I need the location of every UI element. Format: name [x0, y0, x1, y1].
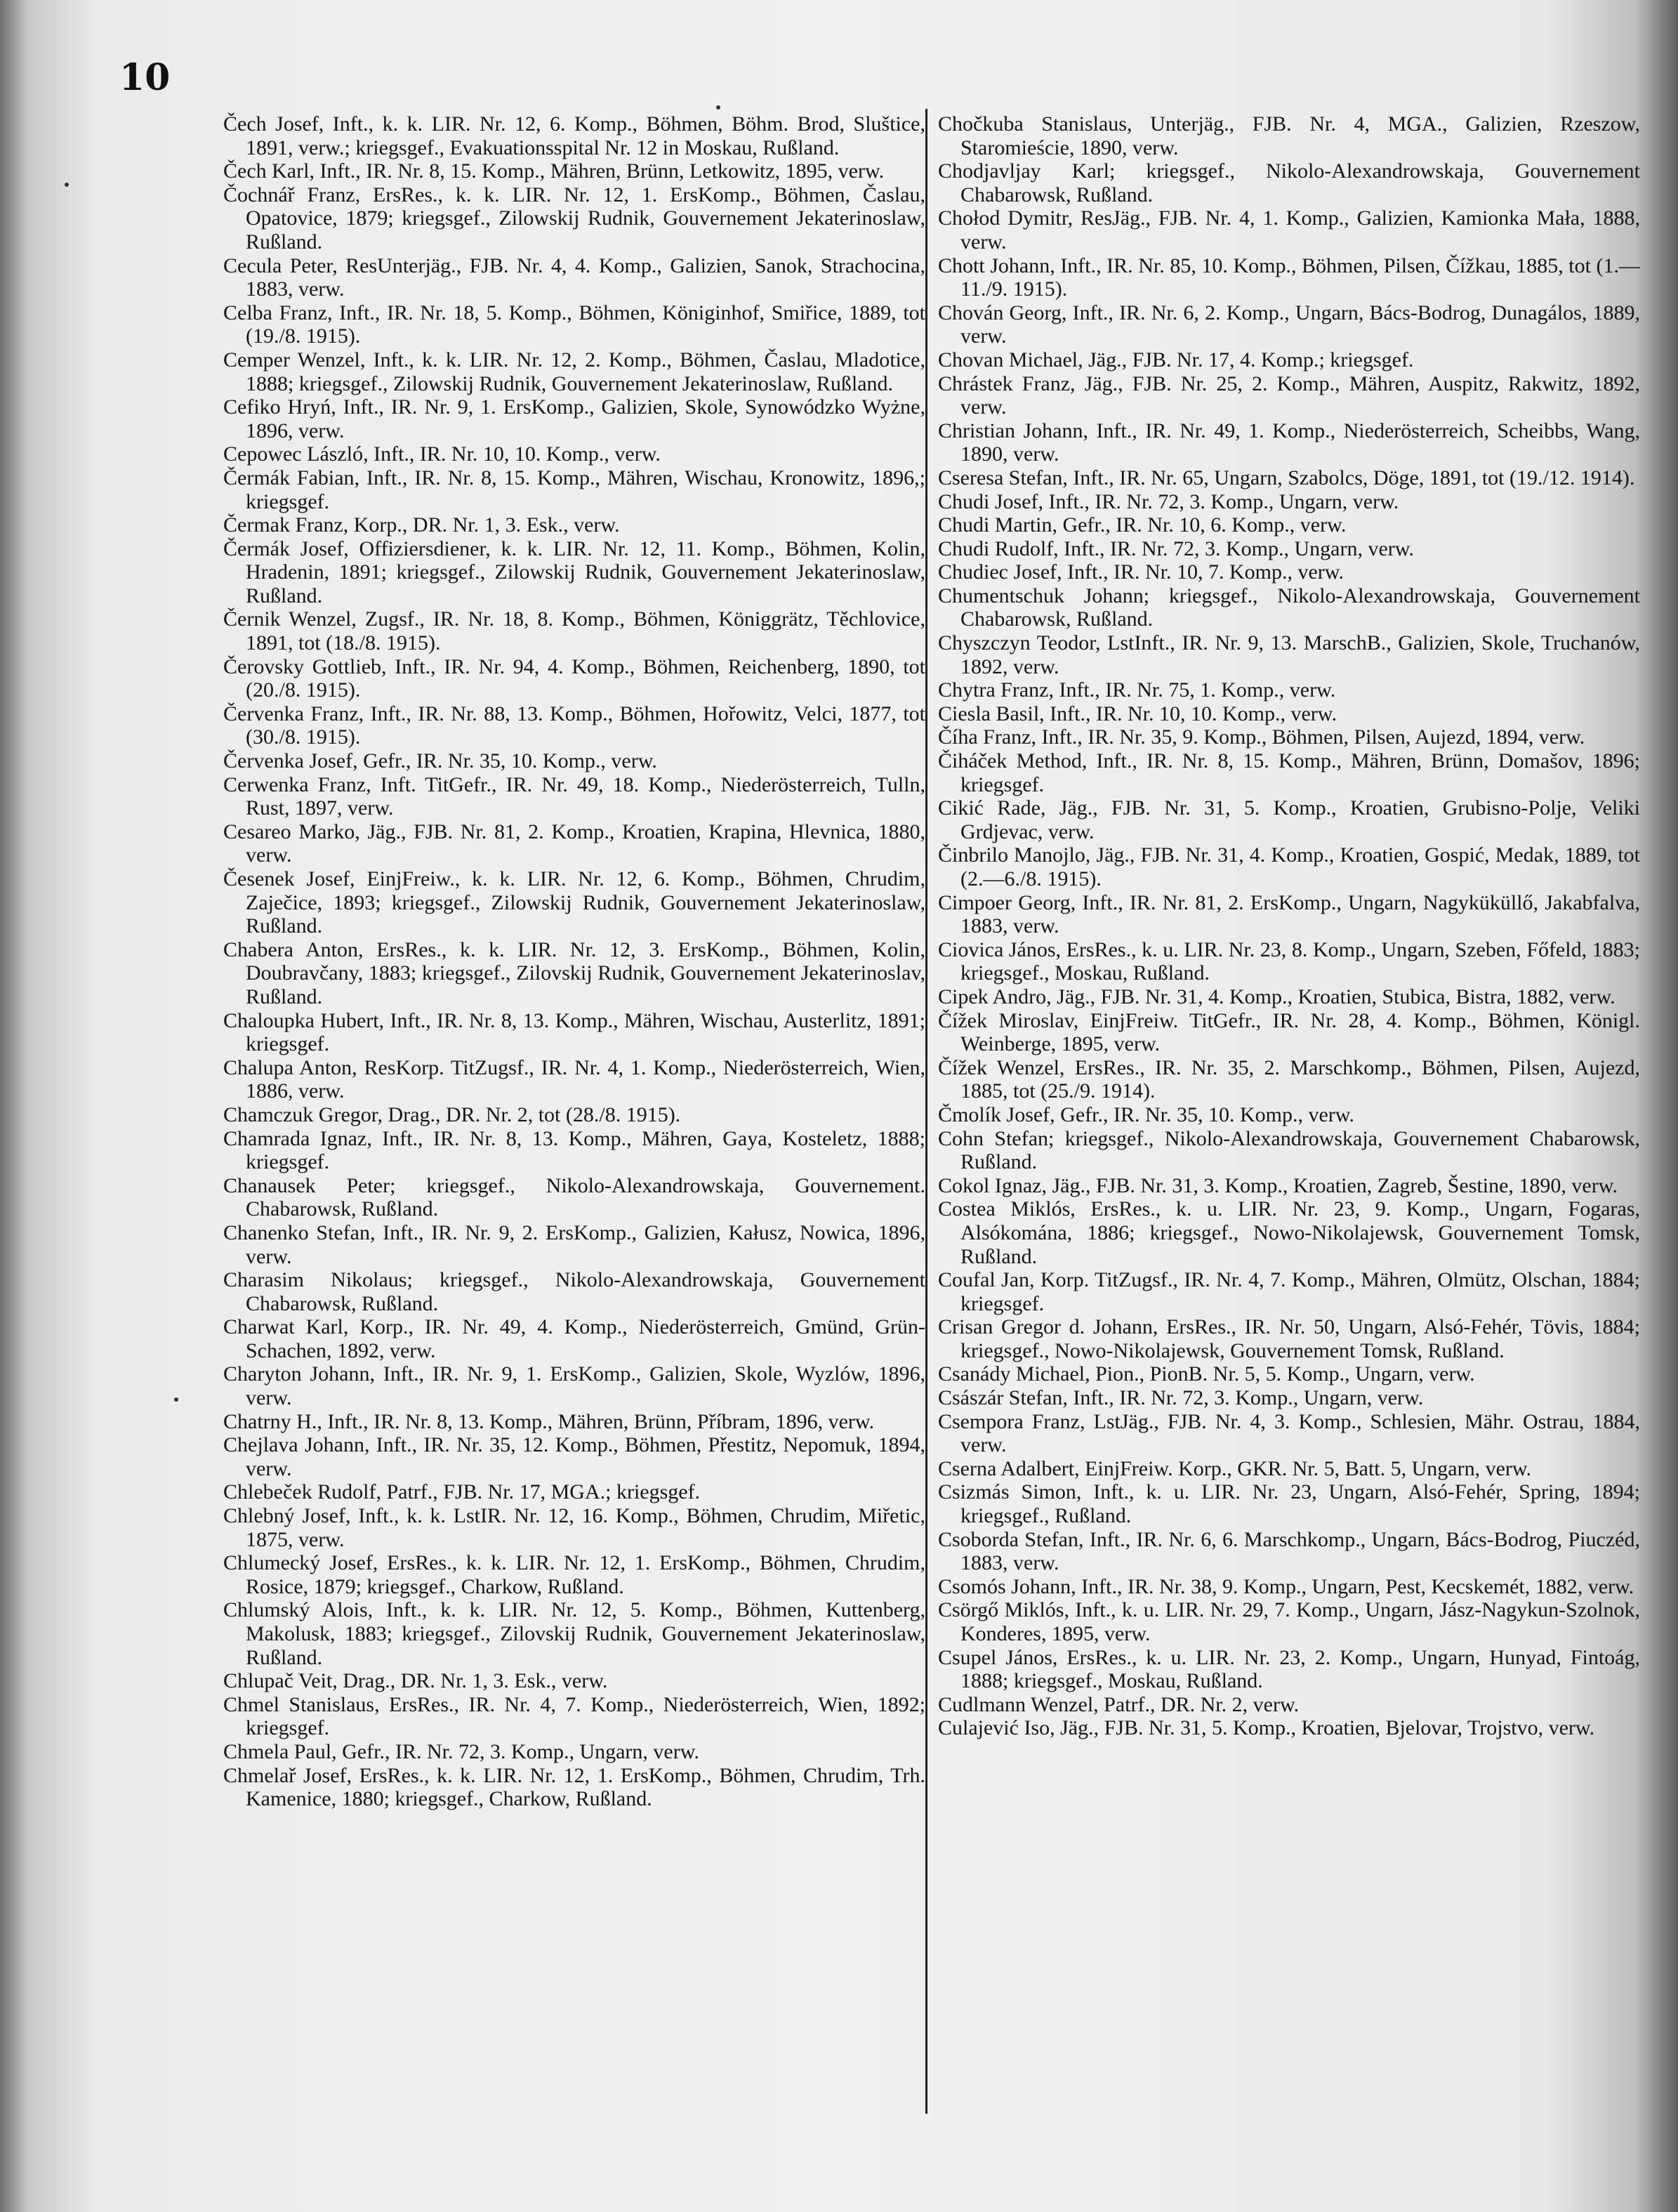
list-entry: Charasim Nikolaus; kriegsgef., Nikolo-Alexandrowskaja, Gouvernement Chabarowsk, Rußland.: [223, 1268, 925, 1315]
list-entry: Coufal Jan, Korp. TitZugsf., IR. Nr. 4, 7. Komp., Mähren, Olmütz, Olschan, 1884; kriegsgef.: [938, 1268, 1640, 1315]
list-entry: Česenek Josef, EinjFreiw., k. k. LIR. Nr. 12, 6. Komp., Böhmen, Chrudim, Zaječice, 1893; kriegsgef., Zilowskij Rudnik, Gouvernement Jekaterinoslaw, Rußland.: [223, 867, 925, 938]
list-entry: Cohn Stefan; kriegsgef., Nikolo-Alexandrowskaja, Gouvernement Chabarowsk, Rußland.: [938, 1126, 1640, 1174]
list-entry: Csupel János, ErsRes., k. u. LIR. Nr. 23, 2. Komp., Ungarn, Hunyad, Fintoág, 1888; kriegsgef., Moskau, Rußland.: [938, 1645, 1640, 1693]
list-entry: Chlumský Alois, Inft., k. k. LIR. Nr. 12, 5. Komp., Böhmen, Kuttenberg, Makolusk, 1883; kriegsgef., Zilovskij Rudnik, Gouvernement Jekaterinoslaw, Rußland.: [223, 1598, 925, 1669]
list-entry: Chanausek Peter; kriegsgef., Nikolo-Alexandrowskaja, Gouvernement. Chabarowsk, Rußland.: [223, 1173, 925, 1221]
list-entry: Charwat Karl, Korp., IR. Nr. 49, 4. Komp., Niederösterreich, Gmünd, Grün-Schachen, 1892, verw.: [223, 1315, 925, 1362]
list-entry: Chalupa Anton, ResKorp. TitZugsf., IR. Nr. 4, 1. Komp., Niederösterreich, Wien, 1886, verw.: [223, 1055, 925, 1103]
list-entry: Činbrilo Manojlo, Jäg., FJB. Nr. 31, 4. Komp., Kroatien, Gospić, Medak, 1889, tot (2.—6./8. 1915).: [938, 843, 1640, 890]
list-entry: Chočkuba Stanislaus, Unterjäg., FJB. Nr. 4, MGA., Galizien, Rzeszow, Staromieście, 1890, verw.: [938, 112, 1640, 159]
list-entry: Chmelař Josef, ErsRes., k. k. LIR. Nr. 12, 1. ErsKomp., Böhmen, Chrudim, Trh. Kamenice, 1880; kriegsgef., Charkow, Rußland.: [223, 1763, 925, 1811]
list-entry: Csempora Franz, LstJäg., FJB. Nr. 4, 3. Komp., Schlesien, Mähr. Ostrau, 1884, verw.: [938, 1409, 1640, 1457]
list-entry: Čochnář Franz, ErsRes., k. k. LIR. Nr. 12, 1. ErsKomp., Böhmen, Časlau, Opatovice, 1879; kriegsgef., Zilowskij Rudnik, Gouvernement Jekaterinoslaw, Rußland.: [223, 183, 925, 254]
list-entry: Chatrny H., Inft., IR. Nr. 8, 13. Komp., Mähren, Brünn, Příbram, 1896, verw.: [223, 1409, 875, 1433]
list-entry: Cefiko Hryń, Inft., IR. Nr. 9, 1. ErsKomp., Galizien, Skole, Synowódzko Wyżne, 1896, verw.: [223, 395, 925, 442]
column-divider: [925, 109, 927, 2114]
list-entry: Chamczuk Gregor, Drag., DR. Nr. 2, tot (28./8. 1915).: [223, 1102, 681, 1126]
list-entry: Ciovica János, ErsRes., k. u. LIR. Nr. 23, 8. Komp., Ungarn, Szeben, Főfeld, 1883; kriegsgef., Moskau, Rußland.: [938, 937, 1640, 985]
list-entry: Chodjavljay Karl; kriegsgef., Nikolo-Alexandrowskaja, Gouvernement Chabarowsk, Rußland.: [938, 159, 1640, 206]
list-entry: Čermak Franz, Korp., DR. Nr. 1, 3. Esk., verw.: [223, 513, 620, 537]
list-entry: Červenka Josef, Gefr., IR. Nr. 35, 10. Komp., verw.: [223, 749, 657, 773]
list-entry: Chudiec Josef, Inft., IR. Nr. 10, 7. Komp., verw.: [938, 560, 1344, 584]
list-entry: Csanády Michael, Pion., PionB. Nr. 5, 5. Komp., Ungarn, verw.: [938, 1362, 1475, 1386]
list-entry: Čermák Josef, Offiziersdiener, k. k. LIR. Nr. 12, 11. Komp., Böhmen, Kolin, Hradenin, 1891; kriegsgef., Zilowskij Rudnik, Gouvernement Jekaterinoslaw, Rußland.: [223, 536, 925, 607]
list-entry: Čmolík Josef, Gefr., IR. Nr. 35, 10. Komp., verw.: [938, 1102, 1354, 1126]
list-entry: Chmela Paul, Gefr., IR. Nr. 72, 3. Komp., Ungarn, verw.: [223, 1739, 699, 1763]
list-entry: Chlupač Veit, Drag., DR. Nr. 1, 3. Esk., verw.: [223, 1669, 608, 1693]
list-entry: Chumentschuk Johann; kriegsgef., Nikolo-Alexandrowskaja, Gouvernement Chabarowsk, Rußland.: [938, 584, 1640, 631]
list-entry: Csörgő Miklós, Inft., k. u. LIR. Nr. 29, 7. Komp., Ungarn, Jász-Nagykun-Szolnok, Konderes, 1895, verw.: [938, 1598, 1640, 1645]
list-entry: Chamrada Ignaz, Inft., IR. Nr. 8, 13. Komp., Mähren, Gaya, Kosteletz, 1888; kriegsgef.: [223, 1126, 925, 1174]
page-number: 10: [119, 56, 171, 99]
list-entry: Culajević Iso, Jäg., FJB. Nr. 31, 5. Komp., Kroatien, Bjelovar, Trojstvo, verw.: [938, 1716, 1595, 1740]
list-entry: Cikić Rade, Jäg., FJB. Nr. 31, 5. Komp., Kroatien, Grubisno-Polje, Veliki Grdjevac, verw.: [938, 796, 1640, 843]
list-entry: Čížek Wenzel, ErsRes., IR. Nr. 35, 2. Marschkomp., Böhmen, Pilsen, Aujezd, 1885, tot (25./9. 1914).: [938, 1055, 1640, 1103]
ink-speck: [65, 183, 69, 187]
list-entry: Chlebeček Rudolf, Patrf., FJB. Nr. 17, MGA.; kriegsgef.: [223, 1480, 701, 1504]
list-entry: Charyton Johann, Inft., IR. Nr. 9, 1. ErsKomp., Galizien, Skole, Wyzlów, 1896, verw.: [223, 1362, 925, 1410]
list-entry: Chołod Dymitr, ResJäg., FJB. Nr. 4, 1. Komp., Galizien, Kamionka Mała, 1888, verw.: [938, 206, 1640, 254]
list-entry: Cemper Wenzel, Inft., k. k. LIR. Nr. 12, 2. Komp., Böhmen, Časlau, Mladotice, 1888; kriegsgef., Zilowskij Rudnik, Gouvernement Jekaterinoslaw, Rußland.: [223, 348, 925, 395]
list-entry: Čížek Miroslav, EinjFreiw. TitGefr., IR. Nr. 28, 4. Komp., Böhmen, Königl. Weinberge, 1895, verw.: [938, 1008, 1640, 1056]
list-entry: Ciesla Basil, Inft., IR. Nr. 10, 10. Komp., verw.: [938, 702, 1337, 725]
list-entry: Chlebný Josef, Inft., k. k. LstIR. Nr. 12, 16. Komp., Böhmen, Chrudim, Miřetic, 1875, verw.: [223, 1504, 925, 1551]
list-entry: Čiháček Method, Inft., IR. Nr. 8, 15. Komp., Mähren, Brünn, Domašov, 1896; kriegsgef.: [938, 749, 1640, 796]
list-entry: Cserna Adalbert, EinjFreiw. Korp., GKR. Nr. 5, Batt. 5, Ungarn, verw.: [938, 1456, 1532, 1480]
list-entry: Cimpoer Georg, Inft., IR. Nr. 81, 2. ErsKomp., Ungarn, Nagyküküllő, Jakabfalva, 1883, verw.: [938, 890, 1640, 938]
list-entry: Chudi Martin, Gefr., IR. Nr. 10, 6. Komp., verw.: [938, 513, 1347, 537]
list-entry: Costea Miklós, ErsRes., k. u. LIR. Nr. 23, 9. Komp., Ungarn, Fogaras, Alsókomána, 1886; kriegsgef., Nowo-Nikolajewsk, Gouvernement Tomsk, Rußland.: [938, 1197, 1640, 1268]
list-entry: Chejlava Johann, Inft., IR. Nr. 35, 12. Komp., Böhmen, Přestitz, Nepomuk, 1894, verw.: [223, 1433, 925, 1480]
list-entry: Celba Franz, Inft., IR. Nr. 18, 5. Komp., Böhmen, Königinhof, Smiřice, 1889, tot (19./8. 1915).: [223, 301, 925, 348]
list-entry: Chytra Franz, Inft., IR. Nr. 75, 1. Komp., verw.: [938, 678, 1336, 702]
list-entry: Csomós Johann, Inft., IR. Nr. 38, 9. Komp., Ungarn, Pest, Kecskemét, 1882, verw.: [938, 1574, 1634, 1598]
left-column: [223, 112, 925, 1811]
list-entry: Christian Johann, Inft., IR. Nr. 49, 1. Komp., Niederösterreich, Scheibbs, Wang, 1890, verw.: [938, 419, 1640, 466]
list-entry: Csizmás Simon, Inft., k. u. LIR. Nr. 23, Ungarn, Alsó-Fehér, Spring, 1894; kriegsgef., Rußland.: [938, 1480, 1640, 1528]
list-entry: Chaloupka Hubert, Inft., IR. Nr. 8, 13. Komp., Mähren, Wischau, Austerlitz, 1891; kriegsgef.: [223, 1008, 925, 1056]
list-entry: Chyszczyn Teodor, LstInft., IR. Nr. 9, 13. MarschB., Galizien, Skole, Truchanów, 1892, verw.: [938, 631, 1640, 678]
list-entry: Cesareo Marko, Jäg., FJB. Nr. 81, 2. Komp., Kroatien, Krapina, Hlevnica, 1880, verw.: [223, 819, 925, 867]
list-entry: Čerovsky Gottlieb, Inft., IR. Nr. 94, 4. Komp., Böhmen, Reichenberg, 1890, tot (20./8. 1915).: [223, 654, 925, 702]
list-entry: Cokol Ignaz, Jäg., FJB. Nr. 31, 3. Komp., Kroatien, Zagreb, Šestine, 1890, verw.: [938, 1173, 1618, 1197]
list-entry: Chován Georg, Inft., IR. Nr. 6, 2. Komp., Ungarn, Bács-Bodrog, Dunagálos, 1889, verw.: [938, 301, 1640, 348]
list-entry: Cseresa Stefan, Inft., IR. Nr. 65, Ungarn, Szabolcs, Döge, 1891, tot (19./12. 1914).: [938, 466, 1635, 489]
list-entry: Cecula Peter, ResUnterjäg., FJB. Nr. 4, 4. Komp., Galizien, Sanok, Strachocina, 1883, verw.: [223, 254, 925, 301]
list-entry: Chabera Anton, ErsRes., k. k. LIR. Nr. 12, 3. ErsKomp., Böhmen, Kolin, Doubravčany, 1883; kriegsgef., Zilovskij Rudnik, Gouvernement Jekaterinoslav, Rußland.: [223, 937, 925, 1008]
list-entry: Chanenko Stefan, Inft., IR. Nr. 9, 2. ErsKomp., Galizien, Kałusz, Nowica, 1896, verw.: [223, 1220, 925, 1268]
list-entry: Chlumecký Josef, ErsRes., k. k. LIR. Nr. 12, 1. ErsKomp., Böhmen, Chrudim, Rosice, 1879; kriegsgef., Charkow, Rußland.: [223, 1551, 925, 1598]
ink-speck: [716, 105, 720, 110]
ink-speck: [174, 1397, 178, 1402]
list-entry: Császár Stefan, Inft., IR. Nr. 72, 3. Komp., Ungarn, verw.: [938, 1386, 1424, 1410]
list-entry: Csoborda Stefan, Inft., IR. Nr. 6, 6. Marschkomp., Ungarn, Bács-Bodrog, Piuczéd, 1883, verw.: [938, 1527, 1640, 1575]
list-entry: Chudi Josef, Inft., IR. Nr. 72, 3. Komp., Ungarn, verw.: [938, 489, 1399, 513]
list-entry: Čech Karl, Inft., IR. Nr. 8, 15. Komp., Mähren, Brünn, Letkowitz, 1895, verw.: [223, 159, 885, 183]
list-entry: Chudi Rudolf, Inft., IR. Nr. 72, 3. Komp., Ungarn, verw.: [938, 536, 1414, 560]
list-entry: Čermák Fabian, Inft., IR. Nr. 8, 15. Komp., Mähren, Wischau, Kronowitz, 1896,; kriegsgef.: [223, 466, 925, 513]
list-entry: Cudlmann Wenzel, Patrf., DR. Nr. 2, verw.: [938, 1692, 1300, 1716]
list-entry: Červenka Franz, Inft., IR. Nr. 88, 13. Komp., Böhmen, Hořowitz, Velci, 1877, tot (30./8. 1915).: [223, 702, 925, 749]
list-entry: Chovan Michael, Jäg., FJB. Nr. 17, 4. Komp.; kriegsgef.: [938, 348, 1414, 371]
list-entry: Chott Johann, Inft., IR. Nr. 85, 10. Komp., Böhmen, Pilsen, Čížkau, 1885, tot (1.—11./9. 1915).: [938, 254, 1640, 301]
list-entry: Cipek Andro, Jäg., FJB. Nr. 31, 4. Komp., Kroatien, Stubica, Bistra, 1882, verw.: [938, 985, 1616, 1008]
list-entry: Černik Wenzel, Zugsf., IR. Nr. 18, 8. Komp., Böhmen, Königgrätz, Těchlovice, 1891, tot (18./8. 1915).: [223, 607, 925, 655]
list-entry: Chmel Stanislaus, ErsRes., IR. Nr. 4, 7. Komp., Niederösterreich, Wien, 1892; kriegsgef.: [223, 1692, 925, 1740]
list-entry: Číha Franz, Inft., IR. Nr. 35, 9. Komp., Böhmen, Pilsen, Aujezd, 1894, verw.: [938, 725, 1585, 749]
list-entry: Cerwenka Franz, Inft. TitGefr., IR. Nr. 49, 18. Komp., Niederösterreich, Tulln, Rust, 1897, verw.: [223, 772, 925, 820]
list-entry: Crisan Gregor d. Johann, ErsRes., IR. Nr. 50, Ungarn, Alsó-Fehér, Tövis, 1884; kriegsgef., Nowo-Nikolajewsk, Gouvernement Tomsk, Rußland.: [938, 1315, 1640, 1362]
list-entry: Čech Josef, Inft., k. k. LIR. Nr. 12, 6. Komp., Böhmen, Böhm. Brod, Sluštice, 1891, verw.; kriegsgef., Evakuationsspital Nr. 12 in Moskau, Rußland.: [223, 112, 925, 159]
list-entry: Cepowec László, Inft., IR. Nr. 10, 10. Komp., verw.: [223, 442, 661, 466]
list-entry: Chrástek Franz, Jäg., FJB. Nr. 25, 2. Komp., Mähren, Auspitz, Rakwitz, 1892, verw.: [938, 371, 1640, 419]
right-column: [938, 112, 1640, 1740]
